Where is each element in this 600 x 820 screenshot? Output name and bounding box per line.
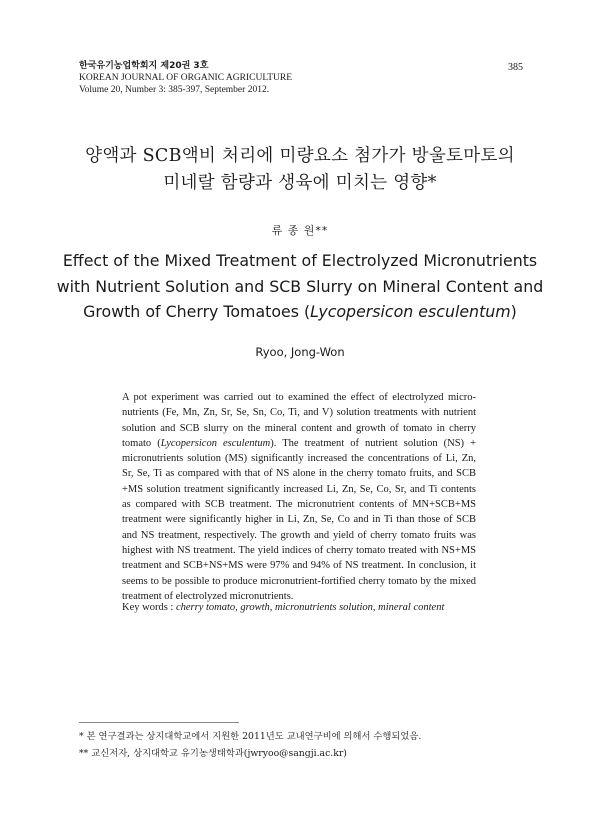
page-number: 385 (508, 62, 523, 73)
abstract (122, 390, 476, 604)
journal-name-english: KOREAN JOURNAL OF ORGANIC AGRICULTURE (79, 73, 293, 83)
keywords-label: Key words : (122, 602, 176, 613)
footnote-divider (79, 722, 239, 723)
english-title-line-1: Effect of the Mixed Treatment of Electrolyzed Micronutrients (62, 251, 538, 270)
journal-volume-line: Volume 20, Number 3: 385-397, September 2012. (79, 85, 270, 95)
korean-title-line-2: 미네랄 함량과 생육에 미치는 영향* (163, 173, 437, 193)
english-title-line-3-suffix: ) (510, 302, 517, 321)
journal-name-korean: 한국유기농업학회지 제20권 3호 (79, 61, 209, 71)
keywords-values: cherry tomato, growth, micronutrients solution, mineral content (175, 602, 445, 613)
abstract-text-part-2: ). The treatment of nutrient solution (NS) + micronutrients solution (MS) significantly increased the concentrations of Li, Zn, Sr, Se, Ti as compared with that of NS alone in the cherry tomato fruits, and SCB +MS solution treatment significantly increased Li, Zn, Se, Co, Sr, and Ti contents as compared with SCB treatment. The micronutrient contents of MN+SCB+MS treatment were significantly higher in Li, Zn, Se, Co and in Ti than those of SCB and NS treatment, respectively. The growth and yield of cherry tomato fruits was highest with NS treatment. The yield indices of cherry tomato treated with NS+MS treatment and SCB+NS+MS were 97% and 94% of NS treatment. In conclusion, it seems to be possible to produce micronutrient-fortified cherry tomato by the mixed treatment of electrolyzed micronutrients. (122, 437, 476, 602)
abstract-text-part-1: A pot experiment was carried out to examined the effect of electrolyzed micro-nutrients (Fe, Mn, Zn, Sr, Se, Sn, Co, Ti, and V) solution treatments with nutrient solution and SCB slurry on the mineral content and growth of tomato in cherry tomato ( (122, 392, 476, 449)
abstract-species-name: Lycopersicon esculentum (160, 437, 271, 449)
english-title-line-3-prefix: Growth of Cherry Tomatoes ( (83, 302, 311, 321)
footnote-funding: * 본 연구결과는 상지대학교에서 지원한 2011년도 교내연구비에 의해서 수행되었음. (79, 731, 422, 742)
english-title-line-3 (40, 299, 560, 325)
footnote-corresponding-author: ** 교신저자, 상지대학교 유기농생태학과(jwryoo@sangji.ac.kr) (79, 748, 347, 759)
korean-author: 류 종 원** (271, 224, 329, 237)
english-title-line-2: with Nutrient Solution and SCB Slurry on Mineral Content and (56, 276, 544, 296)
english-title (40, 248, 560, 325)
korean-title-line-1: 양액과 SCB액비 처리에 미량요소 첨가가 방울토마토의 (85, 146, 515, 166)
keywords (122, 601, 482, 615)
journal-header (79, 60, 292, 96)
english-author: Ryoo, Jong-Won (255, 345, 345, 359)
korean-title (0, 143, 600, 197)
footnotes (79, 728, 529, 762)
species-name: Lycopersicon esculentum (310, 302, 511, 321)
